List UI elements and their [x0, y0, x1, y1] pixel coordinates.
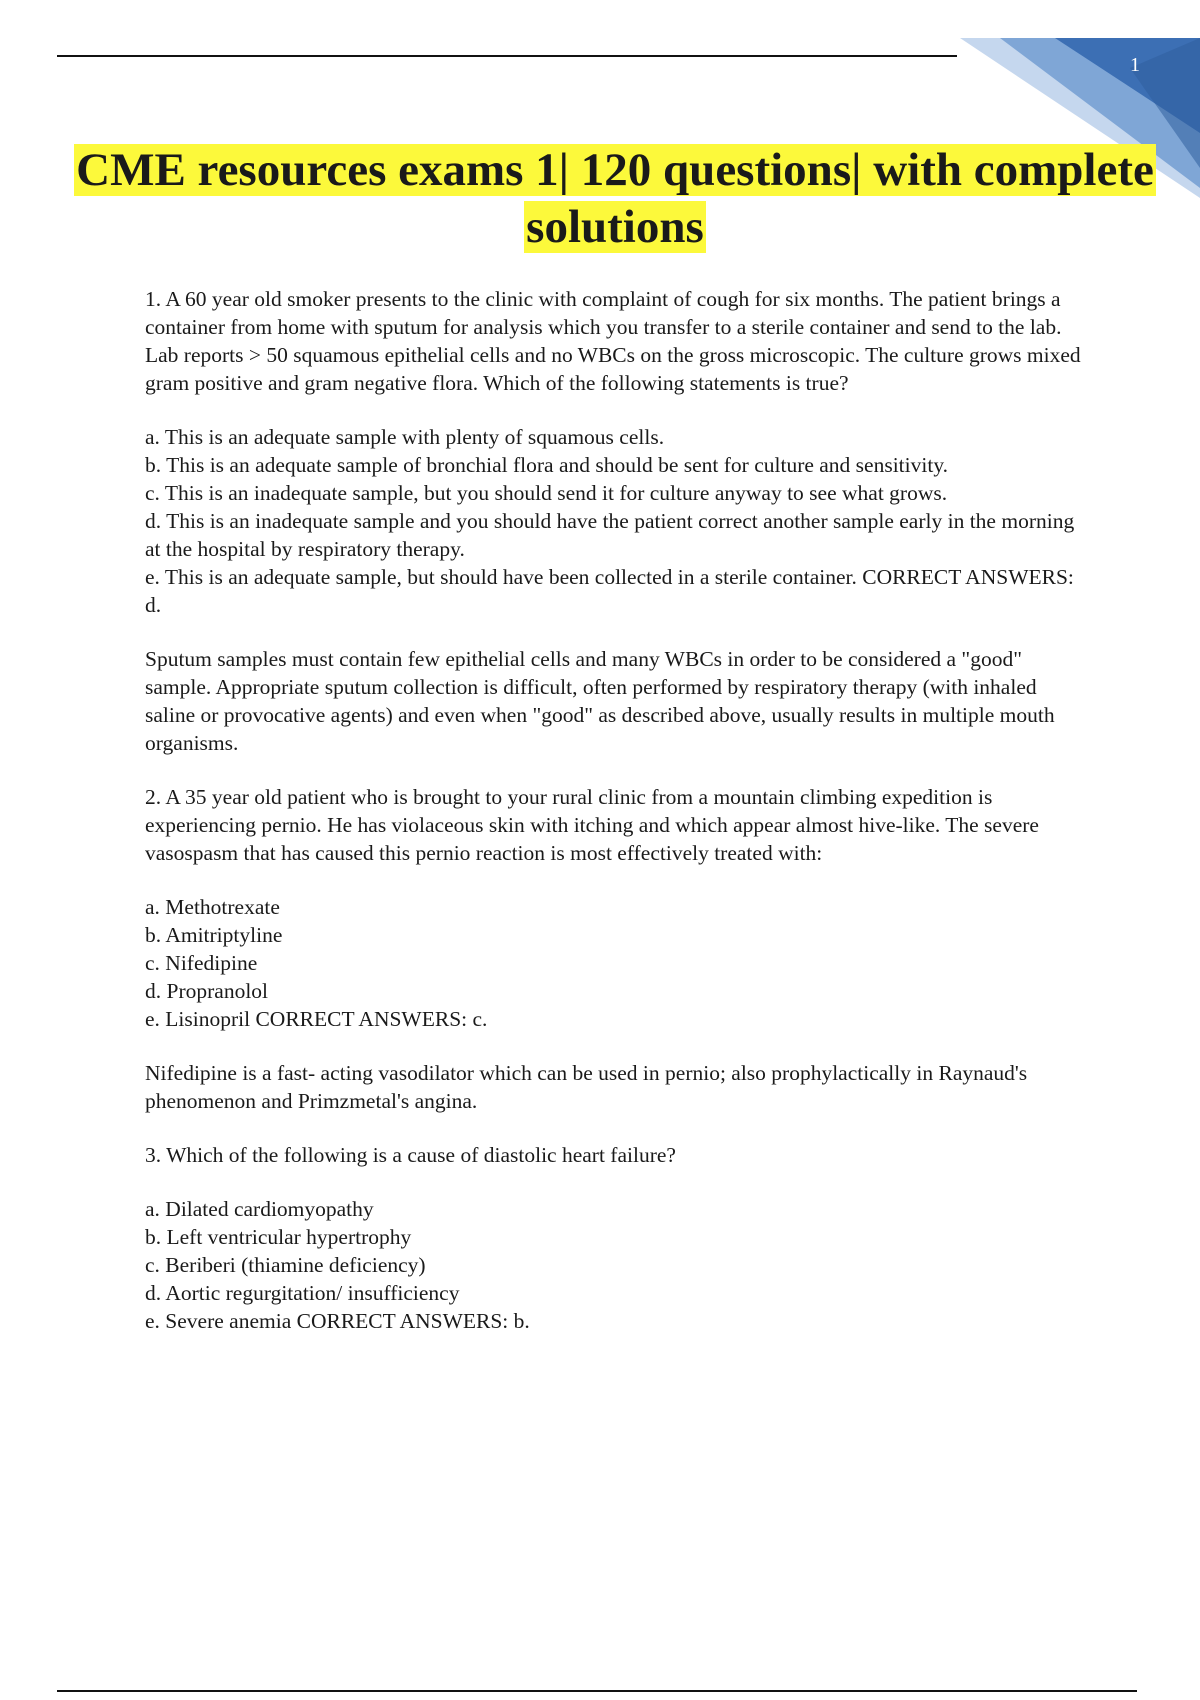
page-number: 1	[1130, 54, 1140, 76]
document-body	[145, 285, 1085, 1361]
option-item: a. Methotrexate	[145, 895, 280, 919]
option-item: a. This is an adequate sample with plenty of squamous cells.	[145, 425, 665, 449]
title-block	[60, 142, 1170, 256]
option-item: d. This is an inadequate sample and you should have the patient correct another sample early in the morning at the hospital by respiratory therapy.	[145, 509, 1075, 561]
option-item: c. This is an inadequate sample, but you should send it for culture anyway to see what grows.	[145, 481, 948, 505]
option-item: d. Aortic regurgitation/ insufficiency	[145, 1281, 460, 1305]
option-item: e. Severe anemia CORRECT ANSWERS: b.	[145, 1309, 530, 1333]
header-rule	[57, 55, 957, 57]
option-item: e. This is an adequate sample, but should have been collected in a sterile container. CORRECT ANSWERS: d.	[145, 565, 1074, 617]
option-item: b. This is an adequate sample of bronchial flora and should be sent for culture and sensitivity.	[145, 453, 949, 477]
question-stem: 1. A 60 year old smoker presents to the clinic with complaint of cough for six months. The patient brings a container from home with sputum for analysis which you transfer to a sterile container and send to the lab. Lab reports > 50 squamous epithelial cells and no WBCs on the gross microscopic. The culture grows mixed gram positive and gram negative flora. Which of the following statements is true?	[145, 287, 1081, 395]
document-title: CME resources exams 1| 120 questions| with complete solutions	[76, 144, 1154, 253]
footer-rule	[57, 1690, 1137, 1692]
option-item: c. Beriberi (thiamine deficiency)	[145, 1253, 426, 1277]
option-list	[145, 1195, 1085, 1335]
explanation: Nifedipine is a fast- acting vasodilator which can be used in pernio; also prophylactically in Raynaud's phenomenon and Primzmetal's angina.	[145, 1061, 1028, 1113]
option-item: b. Amitriptyline	[145, 923, 283, 947]
option-item: e. Lisinopril CORRECT ANSWERS: c.	[145, 1007, 488, 1031]
option-list	[145, 893, 1085, 1033]
option-item: b. Left ventricular hypertrophy	[145, 1225, 412, 1249]
explanation: Sputum samples must contain few epithelial cells and many WBCs in order to be considered a "good" sample. Appropriate sputum collection is difficult, often performed by respiratory therapy (with inhaled saline or provocative agents) and even when "good" as described above, usually results in multiple mouth organisms.	[145, 647, 1055, 755]
option-item: a. Dilated cardiomyopathy	[145, 1197, 374, 1221]
question-stem: 2. A 35 year old patient who is brought to your rural clinic from a mountain climbing expedition is experiencing pernio. He has violaceous skin with itching and which appear almost hive-like. The severe vasospasm that has caused this pernio reaction is most effectively treated with:	[145, 785, 1039, 865]
question-stem: 3. Which of the following is a cause of diastolic heart failure?	[145, 1143, 676, 1167]
option-list	[145, 423, 1085, 619]
option-item: c. Nifedipine	[145, 951, 258, 975]
option-item: d. Propranolol	[145, 979, 269, 1003]
